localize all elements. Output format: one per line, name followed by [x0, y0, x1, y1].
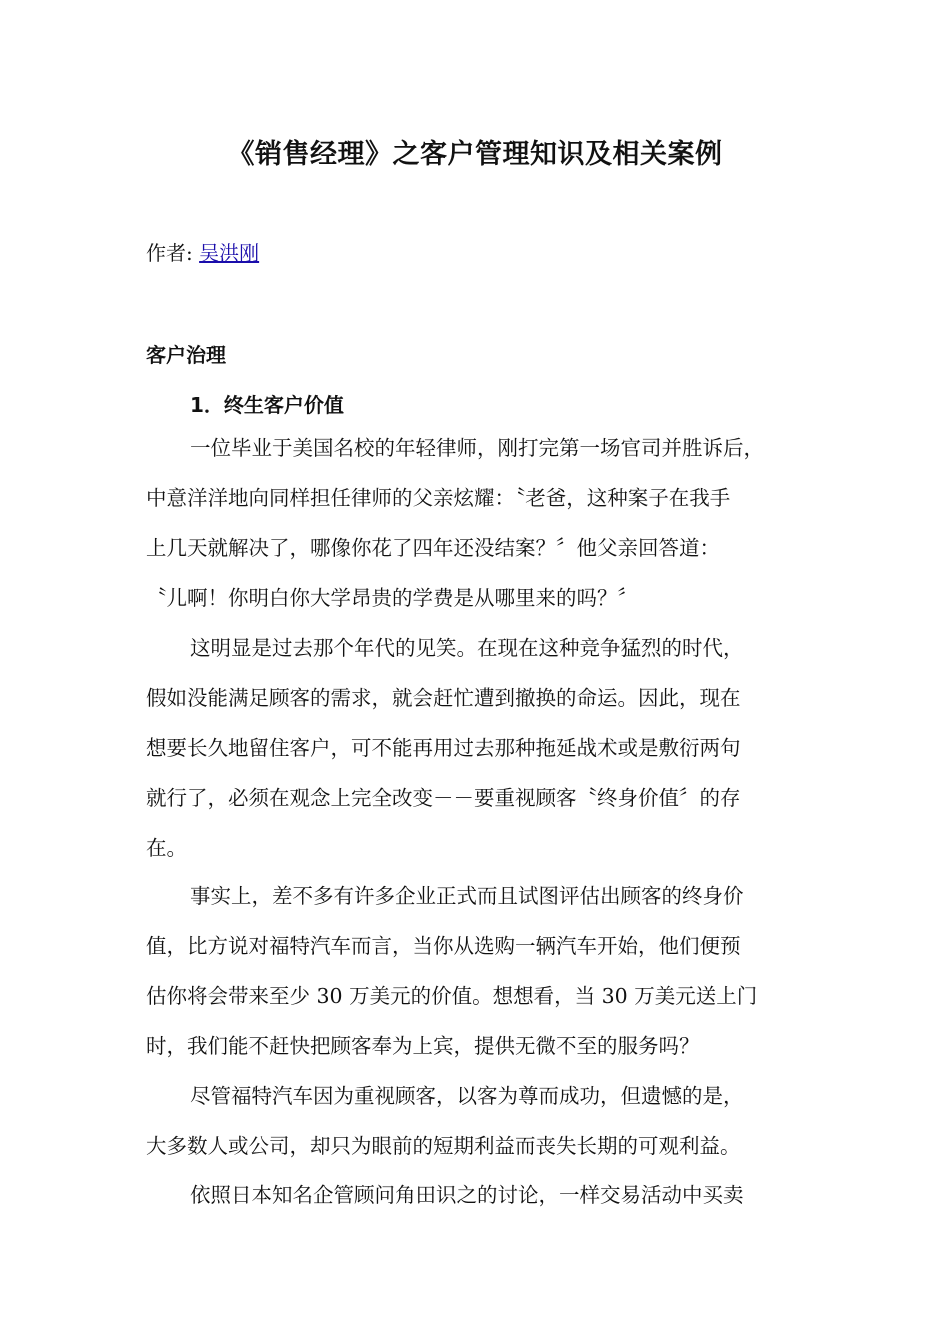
section-heading: 客户治理: [146, 343, 226, 367]
paragraph-line: 依照日本知名企管顾问角田识之的讨论，一样交易活动中买卖: [190, 1183, 744, 1207]
paragraph-2: [146, 623, 826, 873]
page-title: 《销售经理》之客户管理知识及相关案例: [227, 139, 723, 170]
paragraph-line: 一位毕业于美国名校的年轻律师，刚打完第一场官司并胜诉后，: [190, 436, 764, 460]
paragraph-line: 上几天就解决了，哪像你花了四年还没结案？〞他父亲回答道：: [146, 536, 720, 560]
paragraph-line: 事实上，差不多有许多企业正式而且试图评估出顾客的终身价: [190, 884, 744, 908]
paragraph-1: [146, 423, 826, 623]
paragraph-5: [146, 1170, 826, 1220]
paragraph-line: 假如没能满足顾客的需求，就会赶忙遭到撤换的命运。因此，现在: [146, 686, 741, 710]
paragraph-line: 值，比方说对福特汽车而言，当你从选购一辆汽车开始，他们便预: [146, 934, 741, 958]
paragraph-line: 就行了，必须在观念上完全改变－－要重视顾客〝终身价值〞的存: [146, 786, 741, 810]
author-label: 作者:: [146, 241, 193, 265]
paragraph-line: 尽管福特汽车因为重视顾客，以客为尊而成功，但遗憾的是，: [190, 1084, 744, 1108]
paragraph-line: 时，我们能不赶快把顾客奉为上宾，提供无微不至的服务吗？: [146, 1034, 700, 1058]
paragraph-line: 这明显是过去那个年代的见笑。在现在这种竞争猛烈的时代，: [190, 636, 744, 660]
paragraph-line: 估你将会带来至少 30 万美元的价值。想想看，当 30 万美元送上门: [146, 984, 758, 1008]
author-link[interactable]: 吴洪刚: [199, 241, 260, 265]
paragraph-line: 想要长久地留住客户，可不能再用过去那种拖延战术或是敷衍两句: [146, 736, 741, 760]
paragraph-3: [146, 871, 826, 1071]
paragraph-line: 大多数人或公司，却只为眼前的短期利益而丧失长期的可观利益。: [146, 1134, 741, 1158]
author-line: [146, 237, 259, 266]
paragraph-line: 在。: [146, 836, 187, 860]
paragraph-line: 〝儿啊！你明白你大学昂贵的学费是从哪里来的吗？〞: [146, 586, 638, 610]
paragraph-line: 中意洋洋地向同样担任律师的父亲炫耀：〝老爸，这种案子在我手: [146, 486, 731, 510]
subsection-heading: 1．终生客户价值: [190, 393, 344, 417]
paragraph-4: [146, 1071, 826, 1171]
